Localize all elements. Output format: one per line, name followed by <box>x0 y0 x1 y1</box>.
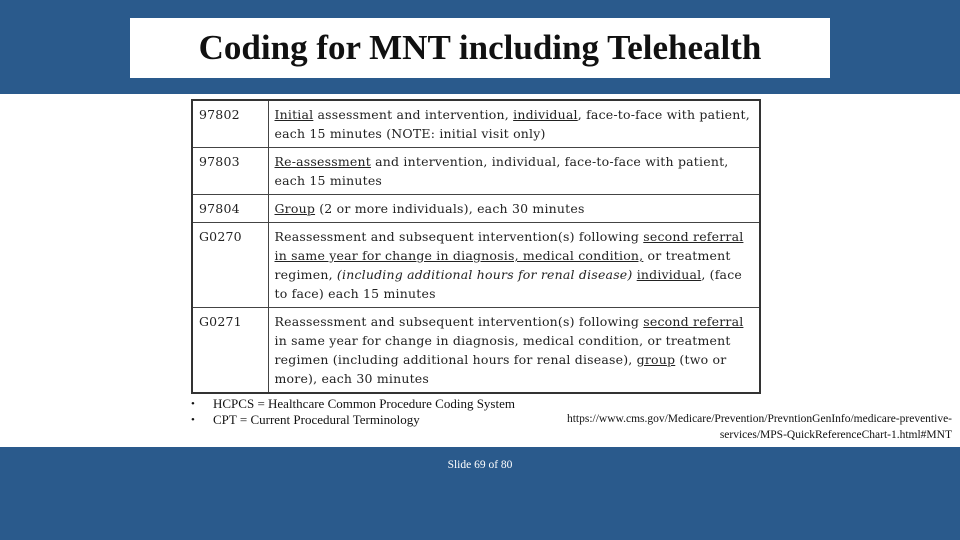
code-cell: G0271 <box>192 308 268 394</box>
code-cell: 97803 <box>192 148 268 195</box>
description-cell <box>268 100 760 148</box>
description-text: second referral <box>643 314 744 329</box>
slide-number: Slide 69 of 80 <box>447 459 513 471</box>
description-text: (including additional hours for renal disease) <box>336 267 633 282</box>
note-cpt: • CPT = Current Procedural Terminology <box>191 412 551 428</box>
description-cell <box>268 308 760 394</box>
description-text: Reassessment and subsequent intervention(s) following <box>274 314 644 329</box>
description-text: , (face to face) each 15 minutes <box>274 267 743 301</box>
description-text: Group <box>274 201 316 216</box>
description-text: and intervention, individual, face-to-face with patient, each 15 minutes <box>274 154 729 188</box>
code-cell: G0270 <box>192 223 268 308</box>
description-text: (2 or more individuals), each 30 minutes <box>315 201 585 216</box>
description-text: Re-assessment <box>274 154 371 169</box>
code-cell: 97804 <box>192 195 268 223</box>
source-link[interactable]: https://www.cms.gov/Medicare/Prevention/PrevntionGenInfo/medicare-preventive-services/MPS-QuickReferenceChart-1.html#MNT <box>566 413 952 441</box>
description-cell <box>268 223 760 308</box>
table-row <box>192 195 760 223</box>
description-text: individual <box>513 107 578 122</box>
description-text: group <box>636 352 676 367</box>
description-text: Initial <box>274 107 314 122</box>
table-row <box>192 148 760 195</box>
table-row <box>192 223 760 308</box>
description-text: assessment and intervention, <box>313 107 514 122</box>
code-cell: 97802 <box>192 100 268 148</box>
description-cell <box>268 195 760 223</box>
table-body <box>192 100 760 393</box>
description-text: in same year for change in diagnosis, medical condition, or treatment regimen (including additional hours for renal disease), <box>274 333 731 367</box>
note-hcpcs: • HCPCS = Healthcare Common Procedure Coding System <box>191 396 551 412</box>
description-text: or treatment regimen, <box>274 248 731 282</box>
description-cell <box>268 148 760 195</box>
description-text: Reassessment and subsequent intervention(s) following <box>274 229 644 244</box>
title-box <box>130 18 830 78</box>
table-row <box>192 100 760 148</box>
table-row <box>192 308 760 394</box>
description-text: individual <box>636 267 702 282</box>
description-text: (two or more), each 30 minutes <box>274 352 727 386</box>
description-text: second referral in same year for change in diagnosis, medical condition, <box>274 229 744 263</box>
notes-list <box>191 396 551 428</box>
billing-code-table <box>191 99 761 394</box>
page-title: Coding for MNT including Telehealth <box>198 28 762 67</box>
description-text: , face-to-face with patient, each 15 minutes (NOTE: initial visit only) <box>274 107 750 141</box>
